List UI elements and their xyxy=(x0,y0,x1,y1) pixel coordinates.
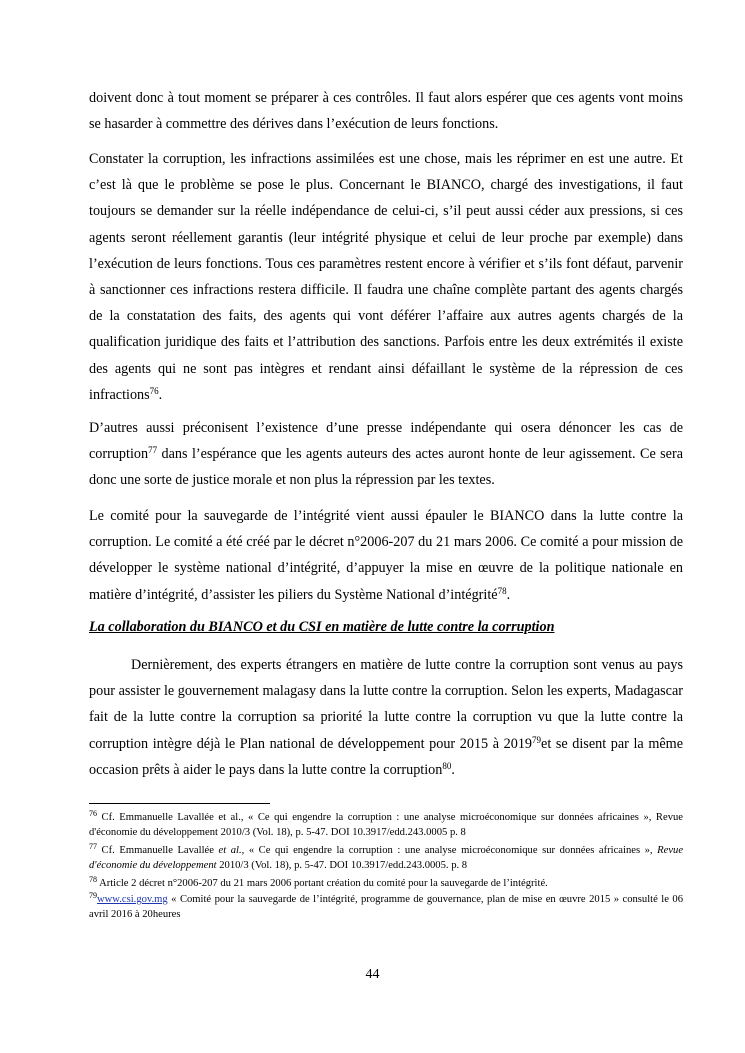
paragraph-3 xyxy=(89,415,683,494)
footnote-text: Article 2 décret n°2006-207 du 21 mars 2006 portant création du comité pour la sauvegarde de l’intégrité. xyxy=(97,878,548,889)
paragraph-1 xyxy=(89,85,683,137)
footnote-77: $^{77}$ Cf. Emmanuelle Lavallée et al., « Ce qui engendre la corruption : une analyse microéconomique sur données africaines », Revue d'économie du développement 2010/3 (Vol. 18), p. 5-47. DOI 10.3917/edd.243.0005. p. 8 xyxy=(89,842,684,872)
footnote-ref-78[interactable]: 78 xyxy=(497,585,507,596)
footnote-ref-80[interactable]: 80 xyxy=(442,760,452,771)
paragraph-text: Constater la corruption, les infractions assimilées est une chose, mais les réprimer en est une autre. Et c’est là que le problème se pose le plus. Concernant le BIANCO, chargé des investigations, il faut toujours se demander sur la réelle indépendance de celui-ci, s’il peut aussi céder aux pressions, si ces agents seront réellement garantis (leur intégrité physique et celui de leur proche par exemple) dans l’exécution de leurs fonctions. Tous ces paramètres restent encore à vérifier et s’ils font défaut, parvenir à sanctionner ces infractions restera difficile. Il faudra une chaîne complète partant des agents chargés de la constatation des faits, des agents qui vont déférer l’affaire aux autres agents chargés de la qualification juridique des faits et l’attribution des sanctions. Parfois entre les deux extrémités il existe des agents qui ne sont pas intègres et rendant ainsi défaillant le système de la répression de ces infractions xyxy=(89,151,683,403)
paragraph-text: et se disent par la même occasion prêts à aider le pays dans la lutte contre la corruption xyxy=(89,735,683,778)
footnote-79 xyxy=(89,892,683,922)
footnote-divider xyxy=(89,803,270,804)
footnote-text: « Comité pour la sauvegarde de l’intégrité, programme de gouvernance, plan de mise en œuvre 2015 » consulté le 06 avril 2016 à 20heures xyxy=(89,894,683,921)
csi-website-link[interactable]: www.csi.gov.mg xyxy=(97,894,168,905)
footnote-text: Cf. Emmanuelle Lavallée et al., « Ce qui engendre la corruption : une analyse microéconomique sur données africaines », Revue d'économie du développement 2010/3 (Vol. 18), p. 5-47. DOI 10.3917/edd.243.0005 p. 8 xyxy=(89,812,683,839)
footnote-ref-79[interactable]: 79 xyxy=(532,734,542,745)
paragraph-text: doivent donc à tout moment se préparer à ces contrôles. Il faut alors espérer que ces agents vont moins se hasarder à commettre des dérives dans l’exécution de leurs fonctions. xyxy=(89,90,683,133)
paragraph-text: D’autres aussi préconisent l’existence d’une presse indépendante qui osera dénoncer les cas de corruption xyxy=(89,420,683,463)
paragraph-text: dans l’espérance que les agents auteurs des actes auront honte de leur agissement. Ce sera donc une sorte de justice morale et non plus la répression par les textes. xyxy=(89,446,683,489)
footnote-78 xyxy=(89,876,683,891)
footnote-ref-76[interactable]: 76 xyxy=(149,385,159,396)
footnote-number: 77 xyxy=(89,842,97,851)
section-heading: La collaboration du BIANCO et du CSI en matière de lutte contre la corruption xyxy=(89,619,555,635)
paragraph-2: Constater la corruption, les infractions assimilées est une chose, mais les réprimer en est une autre. Et c’est là que le problème se pose le plus. Concernant le BIANCO, chargé des investigations, il faut toujours se demander sur la réelle indépendance de celui-ci, s’il peut aussi céder aux pressions, si ces agents seront réellement garantis (leur intégrité physique et celui de leur proche par exemple) dans l’exécution de leurs fonctions. Tous ces paramètres restent encore à vérifier et s’ils font défaut, parvenir à sanctionner ces infractions restera difficile. Il faudra une chaîne complète partant des agents chargés de la constatation des faits, des agents qui vont déférer l’affaire aux autres agents chargés de la qualification juridique des faits et l’attribution des sanctions. Parfois entre les deux extrémités il existe des agents qui ne sont pas intègres et rendant ainsi défaillant le système de la répression de ces infractions$^{76}$. xyxy=(89,151,683,403)
journal-title: Revue d'économie du développement xyxy=(89,845,684,872)
footnote-number: 78 xyxy=(89,875,97,884)
footnote-76 xyxy=(89,810,683,840)
footnote-ref-77[interactable]: 77 xyxy=(148,445,158,456)
page-number: 44 xyxy=(365,967,380,982)
paragraph-5: Dernièrement, des experts étrangers en matière de lutte contre la corruption sont venus au pays pour assister le gouvernement malagasy dans la lutte contre la corruption. Selon les experts, Madagascar fait de la lutte contre la corruption sa priorité la lutte contre la corruption vu que la lutte contre la corruption intègre déjà le Plan national de développement pour 2015 à 2019$^{79}$et se disent par la même occasion prêts à aider le pays dans la lutte contre la corruption$^{80}$. xyxy=(89,657,683,778)
paragraph-4: Le comité pour la sauvegarde de l’intégrité vient aussi épauler le BIANCO dans la lutte contre la corruption. Le comité a été créé par le décret n°2006-207 du 21 mars 2006. Ce comité a pour mission de développer le système national d’intégrité, d’appuyer la mise en œuvre de la politique nationale en matière d’intégrité, d’assister les piliers du Système National d’intégrité$^{78}$. xyxy=(89,508,683,603)
paragraph-text: Dernièrement, des experts étrangers en matière de lutte contre la corruption sont venus au pays pour assister le gouvernement malagasy dans la lutte contre la corruption. Selon les experts, Madagascar fait de la lutte contre la corruption sa priorité la lutte contre la corruption vu que la lutte contre la corruption intègre déjà le Plan national de développement pour 2015 à 2019 xyxy=(89,657,683,752)
paragraph-text: Le comité pour la sauvegarde de l’intégrité vient aussi épauler le BIANCO dans la lutte contre la corruption. Le comité a été créé par le décret n°2006-207 du 21 mars 2006. Ce comité a pour mission de développer le système national d’intégrité, d’appuyer la mise en œuvre de la politique nationale en matière d’intégrité, d’assister les piliers du Système National d’intégrité xyxy=(89,508,683,603)
footnote-number: 76 xyxy=(89,809,97,818)
footnote-number: 79 xyxy=(89,891,97,900)
